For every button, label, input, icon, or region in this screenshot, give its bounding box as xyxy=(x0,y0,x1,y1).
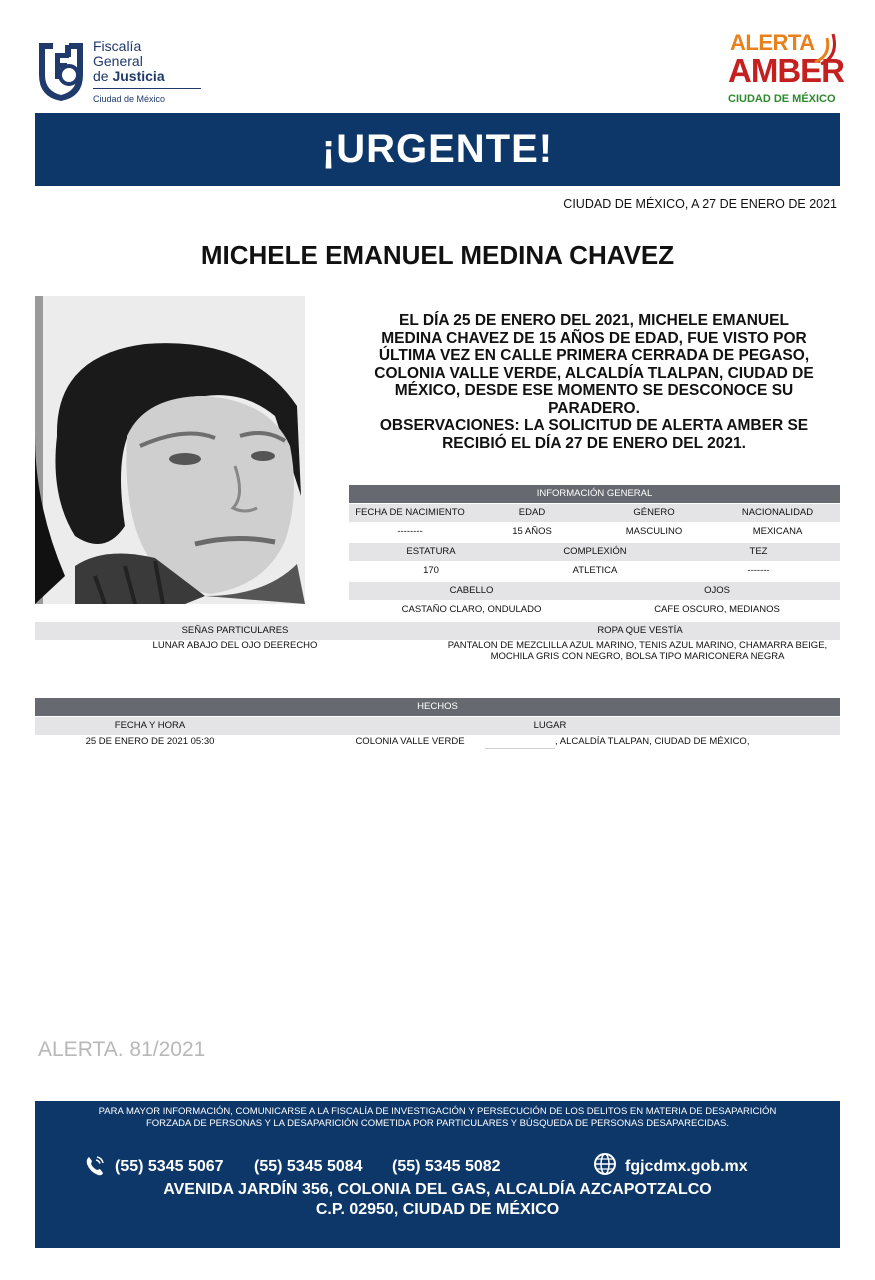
label-ropa: ROPA QUE VESTÍA xyxy=(597,625,683,636)
footer-info-line2: FORZADA DE PERSONAS Y LA DESAPARICIÓN COMETIDA POR PARTICULARES Y BÚSQUEDA DE PERSONAS DESAPARECIDAS. xyxy=(145,1118,729,1129)
info-table xyxy=(349,485,840,618)
value-fecha-hora: 25 DE ENERO DE 2021 05:30 xyxy=(85,736,215,747)
label-cabello: CABELLO xyxy=(449,585,494,596)
urgent-banner: ¡URGENTE! xyxy=(35,113,840,186)
amber-waves-icon xyxy=(811,32,841,66)
value-complexion: ATLETICA xyxy=(572,565,618,576)
address-line1: AVENIDA JARDÍN 356, COLONIA DEL GAS, ALCALDÍA AZCAPOTZALCO xyxy=(163,1181,712,1198)
phone-1[interactable]: (55) 5345 5067 xyxy=(115,1158,224,1175)
narrative-line: OBSERVACIONES: LA SOLICITUD DE ALERTA AMBER SE xyxy=(379,417,809,434)
label-nacionalidad: NACIONALIDAD xyxy=(741,507,814,518)
info-row2-values xyxy=(349,562,840,580)
value-ropa-line2: MOCHILA GRIS CON NEGRO, BOLSA TIPO MARICONERA NEGRA xyxy=(490,651,785,662)
value-edad: 15 AÑOS xyxy=(512,526,552,537)
address-line2: C.P. 02950, CIUDAD DE MÉXICO xyxy=(315,1201,560,1218)
value-senas: LUNAR ABAJO DEL OJO DEERECHO xyxy=(152,640,318,651)
info-row1-values xyxy=(349,523,840,541)
person-name: MICHELE EMANUEL MEDINA CHAVEZ xyxy=(200,240,675,270)
person-photo xyxy=(35,296,305,604)
alerta-amber-logo xyxy=(725,30,843,110)
features-header xyxy=(35,622,840,640)
redacted-street-line xyxy=(485,748,555,749)
fgj-logo xyxy=(35,35,185,110)
narrative xyxy=(348,312,840,452)
phone-3[interactable]: (55) 5345 5082 xyxy=(392,1158,501,1175)
label-estatura: ESTATURA xyxy=(406,546,456,557)
info-row3-values xyxy=(349,601,840,619)
narrative-line: PARADERO. xyxy=(548,399,640,417)
value-lugar-alcaldia: , ALCALDÍA TLALPAN, CIUDAD DE MÉXICO, xyxy=(555,736,750,747)
label-fecha-hora: FECHA Y HORA xyxy=(114,720,186,731)
amber-line1: ALERTA xyxy=(730,30,815,55)
portrait-image xyxy=(35,296,305,604)
amber-line2: AMBER xyxy=(728,52,844,89)
value-cabello: CASTAÑO CLARO, ONDULADO xyxy=(401,604,542,615)
value-genero: MASCULINO xyxy=(625,526,683,537)
label-edad: EDAD xyxy=(518,507,546,518)
value-estatura: 170 xyxy=(423,565,439,576)
fgj-line3-bold: Justicia xyxy=(112,68,165,84)
fgj-line3-prefix: de xyxy=(93,68,113,84)
value-lugar-colonia: COLONIA VALLE VERDE xyxy=(355,736,465,747)
phone-icon xyxy=(85,1155,105,1177)
fgj-line3 xyxy=(93,69,165,84)
label-genero: GÉNERO xyxy=(633,507,675,518)
info-row2-labels xyxy=(349,543,840,561)
fgj-emblem-icon xyxy=(35,39,87,101)
footer-info xyxy=(35,1106,840,1130)
label-lugar: LUGAR xyxy=(533,720,567,731)
info-table-title: INFORMACIÓN GENERAL xyxy=(349,485,840,503)
hechos-values xyxy=(35,735,840,751)
value-nacionalidad: MEXICANA xyxy=(752,526,803,537)
website-link[interactable]: fgjcdmx.gob.mx xyxy=(625,1158,748,1175)
narrative-line: RECIBIÓ EL DÍA 27 DE ENERO DEL 2021. xyxy=(442,434,746,452)
narrative-line: ÚLTIMA VEZ EN CALLE PRIMERA CERRADA DE PEGASO, xyxy=(378,347,810,364)
hechos-title: HECHOS xyxy=(35,698,840,716)
fgj-divider xyxy=(93,88,201,89)
alert-number: ALERTA. 81/2021 xyxy=(38,1038,206,1061)
footer xyxy=(35,1101,840,1248)
globe-icon xyxy=(593,1152,617,1176)
info-row1-labels xyxy=(349,504,840,522)
value-tez: ------- xyxy=(747,565,770,576)
label-fecha-nacimiento: FECHA DE NACIMIENTO xyxy=(355,507,465,518)
label-complexion: COMPLEXIÓN xyxy=(563,546,627,557)
label-tez: TEZ xyxy=(749,546,768,557)
footer-address xyxy=(35,1180,840,1220)
fgj-name xyxy=(93,39,165,84)
date-line: CIUDAD DE MÉXICO, A 27 DE ENERO DE 2021 xyxy=(563,197,837,211)
info-row3-labels xyxy=(349,582,840,600)
value-ojos: CAFE OSCURO, MEDIANOS xyxy=(654,604,780,615)
features-values xyxy=(35,640,840,666)
fgj-line2: General xyxy=(93,53,143,69)
narrative-line: MEDINA CHAVEZ DE 15 AÑOS DE EDAD, FUE VISTO POR xyxy=(381,329,807,347)
value-ropa-line1: PANTALON DE MEZCLILLA AZUL MARINO, TENIS AZUL MARINO, CHAMARRA BEIGE, xyxy=(447,640,828,651)
narrative-line: COLONIA VALLE VERDE, ALCALDÍA TLALPAN, CIUDAD DE xyxy=(374,364,814,382)
label-senas: SEÑAS PARTICULARES xyxy=(181,625,289,636)
fgj-line1: Fiscalía xyxy=(93,38,142,54)
hechos-header xyxy=(35,717,840,735)
value-fecha-nacimiento: -------- xyxy=(397,526,423,537)
phone-2[interactable]: (55) 5345 5084 xyxy=(254,1158,363,1175)
footer-info-line1: PARA MAYOR INFORMACIÓN, COMUNICARSE A LA FISCALÍA DE INVESTIGACIÓN Y PERSECUCIÓN DE LOS DELITOS EN MATERIA DE DESAPARICIÓN xyxy=(98,1106,777,1117)
fgj-city: Ciudad de México xyxy=(93,94,166,104)
amber-line3: CIUDAD DE MÉXICO xyxy=(728,93,836,105)
label-ojos: OJOS xyxy=(704,585,730,596)
narrative-line: EL DÍA 25 DE ENERO DEL 2021, MICHELE EMANUEL xyxy=(399,312,789,329)
narrative-line: MÉXICO, DESDE ESE MOMENTO SE DESCONOCE SU xyxy=(394,382,794,399)
